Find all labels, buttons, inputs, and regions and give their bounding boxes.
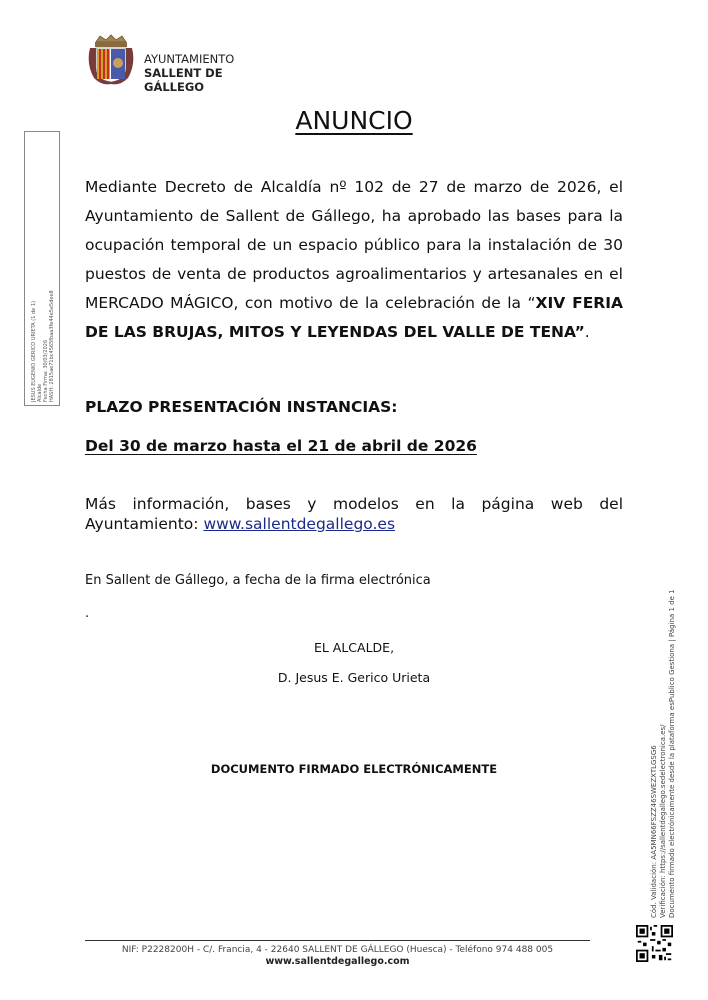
signature-stamp-box [24, 131, 60, 406]
verification-url: Verificación: https://sallentdegallego.sedelectronica.es/ [659, 724, 667, 918]
footer-address: NIF: P2228200H - C/. Francia, 4 - 22640 SALLENT DE GÁLLEGO (Huesca) - Teléfono 974 488 005 [121, 945, 554, 955]
coat-of-arms-icon [86, 34, 136, 86]
website-link[interactable]: www.sallentdegallego.es [203, 515, 396, 533]
validation-code: Cód. Validación: AA5MN66FSZZ46SWEZXTLGSG6 [650, 745, 658, 918]
signer-role: EL ALCALDE, [313, 640, 395, 655]
event-name: XIV FERIA DE LAS BRUJAS, MITOS Y LEYENDAS DEL VALLE DE TENA” [85, 294, 623, 341]
deadline-heading: PLAZO PRESENTACIÓN INSTANCIAS: [85, 398, 398, 416]
place-date: En Sallent de Gállego, a fecha de la firma electrónica [85, 573, 431, 588]
signer-name: D. Jesus E. Gerico Urieta [277, 670, 431, 685]
footer-divider [85, 940, 590, 941]
stamp-date: Fecha Firma: 30/03/2026 [43, 339, 49, 402]
deadline-dates: Del 30 de marzo hasta el 21 de abril de 2026 [85, 437, 477, 455]
stamp-signer: JESUS EUGENIO GERICO URIETA (1 de 1) [31, 301, 37, 402]
validation-stamp [650, 589, 677, 918]
stamp-hash: HASH: 2815ae71bc4565fbaa3fe44e5e5dee8 [49, 290, 55, 402]
body-end: . [584, 323, 590, 341]
footer-website: www.sallentdegallego.com [265, 956, 410, 967]
separator-dot: . [85, 606, 90, 621]
document-title: ANUNCIO [295, 106, 413, 135]
stamp-role: Alcalde [37, 383, 43, 402]
more-info [85, 494, 623, 534]
announcement-body [85, 173, 623, 347]
more-info-text: Más información, bases y modelos en la página web del Ayuntamiento: [85, 495, 623, 533]
logo-line2: SALLENT DE GÁLLEGO [144, 66, 223, 94]
signed-notice: DOCUMENTO FIRMADO ELECTRÓNICAMENTE [210, 762, 498, 776]
platform-notice: Documento firmado electrónicamente desde la plataforma esPublico Gestiona | Página 1 de 1 [668, 589, 676, 918]
qr-code-icon [636, 925, 673, 962]
logo-line1: AYUNTAMIENTO [144, 52, 235, 66]
municipal-logo [86, 34, 286, 94]
body-text: Mediante Decreto de Alcaldía nº 102 de 27 de marzo de 2026, el Ayuntamiento de Sallent de Gállego, ha aprobado las bases para la ocupación temporal de un espacio público para la instalación de 30 puestos de venta de productos agroalimentarios y artesanales en el MERCADO MÁGICO, con motivo de la celebración de la “ [85, 178, 623, 312]
